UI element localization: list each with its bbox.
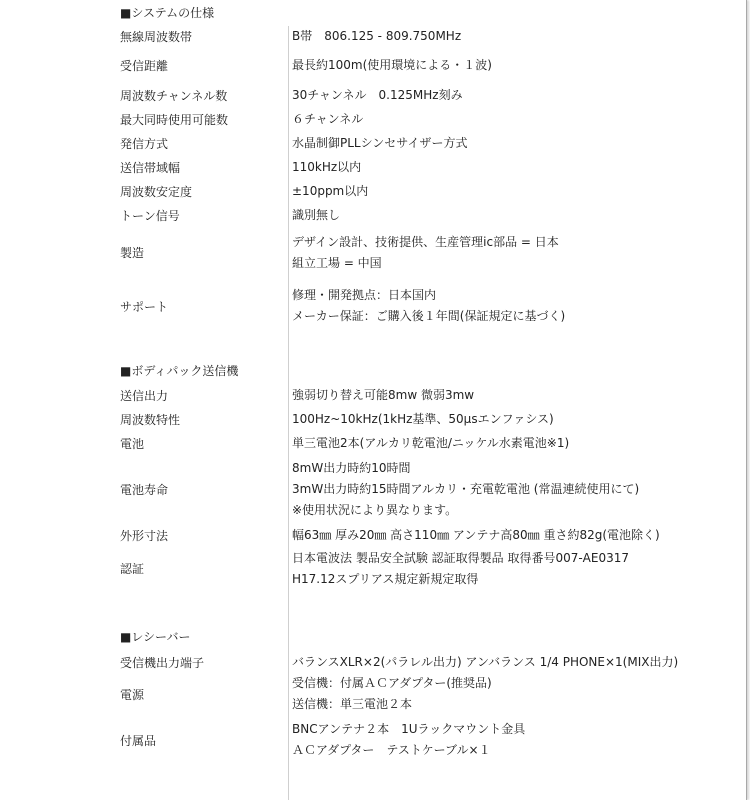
spec-row	[0, 131, 747, 155]
spec-label: 無線周波数帯	[120, 30, 193, 44]
spec-value	[292, 131, 467, 155]
section-title: ■システムの仕様	[120, 6, 215, 20]
spec-value	[292, 107, 363, 131]
spec-value-line: ６チャンネル	[292, 111, 364, 126]
spec-value	[292, 227, 559, 278]
spec-label: トーン信号	[120, 208, 180, 223]
spec-value-line: H17.12スプリアス規定新規定取得	[292, 571, 479, 586]
spec-row	[0, 278, 747, 334]
spec-value	[292, 26, 461, 47]
spec-row	[0, 546, 747, 591]
spec-row	[0, 673, 747, 715]
spec-value-line: 最長約100m(使用環境による・１波)	[292, 58, 492, 72]
spec-row	[0, 26, 747, 47]
spec-row	[0, 383, 747, 407]
spec-label: 発信方式	[120, 136, 169, 151]
spec-value-line: ＡＣアダプター テストケーブル×１	[292, 743, 491, 757]
spec-value-line: バランスXLR×2(パラレル出力) アンバランス 1/4 PHONE×1(MIX出力)	[292, 654, 679, 669]
spec-value-line: 3mW出力時約15時間アルカリ・充電乾電池 (常温連続使用にて)	[292, 482, 640, 496]
spec-value	[292, 203, 340, 227]
spec-value-line: 日本電波法 製品安全試験 認証取得製品 取得番号007-AE0317	[292, 550, 630, 565]
spec-value	[292, 455, 639, 524]
spec-label: 受信距離	[120, 59, 169, 73]
spec-row	[0, 651, 747, 673]
spec-value-line: 幅63㎜ 厚み20㎜ 高さ110㎜ アンテナ高80㎜ 重さ約82g(電池除く)	[292, 527, 660, 542]
spec-value	[292, 84, 463, 107]
spec-label: サポート	[120, 299, 169, 314]
section-title: ■レシーバー	[120, 630, 191, 644]
spec-value	[292, 524, 660, 546]
spec-row	[0, 107, 747, 131]
spec-value-line: 組立工場 = 中国	[292, 255, 382, 270]
spec-label: 電源	[120, 687, 145, 702]
spec-label: 外形寸法	[120, 528, 169, 543]
spec-label: 周波数特性	[120, 412, 181, 427]
spec-value	[292, 715, 525, 765]
spec-value-line: 8mW出力時約10時間	[292, 461, 411, 475]
spec-value-line: ±10ppm以内	[292, 183, 369, 198]
spec-value-line: 受信機：付属ＡＣアダプター(推奨品)	[292, 676, 492, 690]
spec-row	[0, 431, 747, 455]
spec-value	[292, 546, 629, 591]
spec-row	[0, 524, 747, 546]
section-title: ■ボディパック送信機	[120, 364, 239, 378]
spec-value	[292, 155, 361, 179]
spec-label: 送信帯域幅	[120, 160, 181, 175]
spec-value-line: BNCアンテナ２本 1Uラックマウント金具	[292, 722, 526, 736]
spec-value-line: デザイン設計、技術提供、生産管理ic部品 = 日本	[292, 234, 559, 249]
spec-value	[292, 278, 565, 334]
spec-value	[292, 47, 492, 84]
spec-value-line: 110kHz以内	[292, 159, 362, 174]
spec-value	[292, 651, 678, 673]
spec-label: 電池寿命	[120, 483, 169, 497]
spec-row	[0, 155, 747, 179]
spec-value-line: 修理・開発拠点：日本国内	[292, 288, 437, 302]
spec-value-line: B帯 806.125 - 809.750MHz	[292, 29, 462, 43]
spec-label: 送信出力	[120, 388, 169, 403]
spec-label: 受信機出力端子	[120, 655, 205, 670]
spec-label: 最大同時使用可能数	[120, 112, 229, 127]
spec-label: 製造	[120, 246, 145, 260]
spec-row	[0, 179, 747, 203]
spec-label: 周波数安定度	[120, 184, 193, 199]
spec-value-line: 100Hz~10kHz(1kHz基準、50μsエンファシス)	[292, 411, 554, 426]
spec-row	[0, 715, 747, 765]
spec-value-line: 識別無し	[292, 207, 341, 222]
spec-label: 付属品	[120, 733, 157, 748]
spec-value	[292, 383, 474, 407]
spec-label: 電池	[120, 436, 145, 451]
spec-value	[292, 179, 368, 203]
spec-value-line: メーカー保証：ご購入後１年間(保証規定に基づく)	[292, 309, 566, 323]
spec-value	[292, 431, 569, 455]
spec-row	[0, 455, 747, 524]
spec-row	[0, 203, 747, 227]
spec-value-line: 強弱切り替え可能8mw 微弱3mw	[292, 387, 475, 402]
spec-value-line: 30チャンネル 0.125MHz刻み	[292, 88, 463, 102]
spec-value	[292, 673, 492, 715]
spec-value-line: ※使用状況により異なります。	[292, 503, 458, 517]
spec-label: 認証	[120, 562, 145, 576]
spec-label: 周波数チャンネル数	[120, 89, 228, 103]
spec-value	[292, 407, 554, 431]
spec-row	[0, 227, 747, 278]
spec-row	[0, 407, 747, 431]
spec-value-line: 水晶制御PLLシンセサイザー方式	[292, 135, 468, 150]
spec-row	[0, 84, 747, 107]
spec-row	[0, 47, 747, 84]
spec-value-line: 送信機：単三電池２本	[292, 697, 413, 711]
spec-value-line: 単三電池2本(アルカリ乾電池/ニッケル水素電池※1)	[292, 435, 570, 450]
